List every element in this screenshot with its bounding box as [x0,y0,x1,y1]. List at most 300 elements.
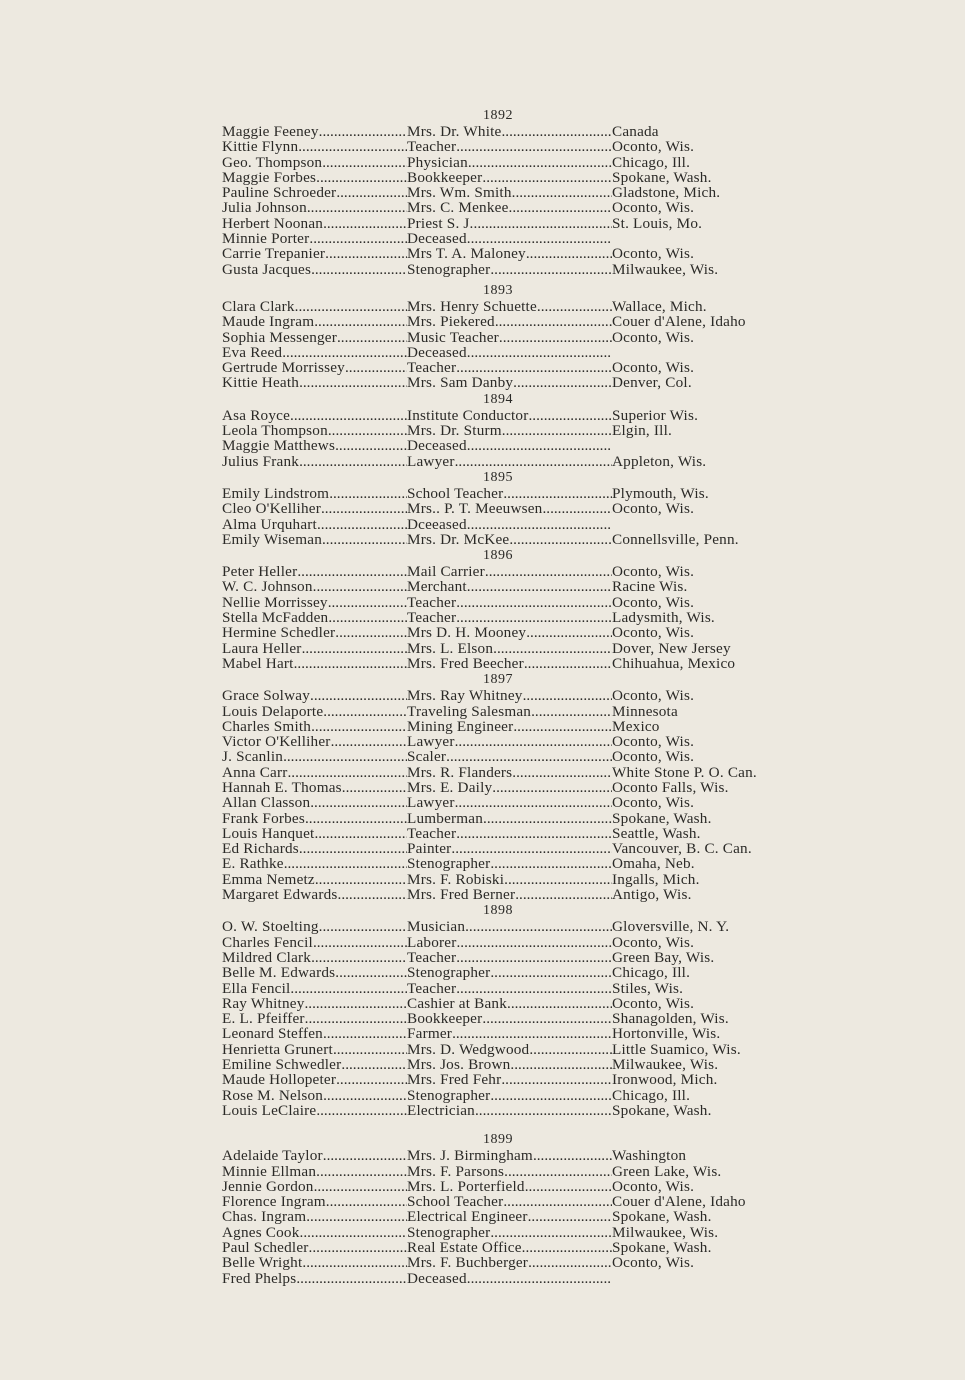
alumni-entry [222,965,962,980]
alumni-occupation: Music Teacher [407,329,499,345]
alumni-occupation: Mrs. Dr. McKee [407,531,510,548]
alumni-occupation: Mrs. Dr. Sturm [407,423,502,439]
alumni-occupation: Lawyer [407,734,455,750]
alumni-entry [222,704,962,719]
alumni-occupation: Stenographer [407,261,491,277]
dot-leader [305,1011,407,1026]
alumni-entry [222,1164,962,1179]
dot-leader [499,330,612,345]
alumni-entry [222,656,962,671]
alumni-location: Oconto, Wis. [612,138,695,156]
dot-leader [316,1164,407,1179]
dot-leader [300,1225,407,1240]
alumni-occupation: Farmer [407,1026,453,1042]
dot-leader [503,486,612,501]
alumni-location: Shanagolden, Wis. [612,1010,729,1028]
dot-leader [456,950,612,965]
alumni-name: Maude Ingram [222,314,315,330]
alumni-name: Eva Reed [222,344,283,361]
alumni-entry [222,330,962,345]
dot-leader [333,1042,407,1057]
alumni-entry [222,1026,962,1041]
alumni-occupation: Stenographer [407,965,491,981]
dot-leader [509,532,612,547]
alumni-occupation: Mrs T. A. Maloney [407,246,526,262]
dot-leader [482,170,612,185]
dot-leader [537,299,612,314]
alumni-occupation: School Teacher [407,485,504,502]
alumni-occupation: Deceased [407,1270,467,1286]
alumni-location: Connellsville, Penn. [612,530,739,548]
alumni-entry [222,486,962,501]
alumni-location: Washington [612,1147,687,1165]
dot-leader [467,517,612,532]
dot-leader [495,314,612,329]
dot-leader [323,1026,407,1041]
alumni-name: Kittie Flynn [222,139,299,155]
dot-leader [294,656,407,671]
dot-leader [455,795,612,810]
alumni-occupation: Mrs. L. Porterfield [407,1178,525,1195]
alumni-entry [222,423,962,438]
alumni-location: Oconto, Wis. [612,624,695,642]
dot-leader [455,734,612,749]
alumni-entry [222,641,962,656]
dot-leader [341,1057,407,1072]
dot-leader [311,262,407,277]
dot-leader [335,965,407,980]
alumni-entry [222,887,962,902]
alumni-occupation: Lumberman [407,810,484,826]
alumni-entry [222,719,962,734]
alumni-entry [222,216,962,231]
dot-leader [282,345,407,360]
alumni-entry [222,950,962,965]
alumni-occupation: Bookkeeper [407,169,483,186]
dot-leader [528,1255,612,1270]
alumni-entry [222,841,962,856]
alumni-entry [222,688,962,703]
dot-leader [467,345,612,360]
dot-leader [485,564,612,579]
dot-leader [295,299,407,314]
alumni-name: Fred Phelps [222,1270,297,1286]
alumni-entry [222,200,962,215]
alumni-location: Oconto, Wis. [612,1177,695,1195]
alumni-occupation: Lawyer [407,795,455,811]
alumni-occupation: Mrs. F. Robiski [407,871,505,888]
dot-leader [328,610,407,625]
alumni-occupation: Mining Engineer [407,718,514,735]
dot-leader [314,826,407,841]
alumni-name: Louis Hanquet [222,825,315,842]
alumni-occupation: Electrical Engineer [407,1209,528,1225]
alumni-location: Oconto, Wis. [612,563,695,581]
alumni-occupation: Priest S. J. [407,215,474,232]
alumni-location: Ladysmith, Wis. [612,609,715,627]
alumni-occupation: Teacher [407,825,457,842]
alumni-occupation: Mrs. Fred Berner [407,887,516,903]
alumni-entry [222,1088,962,1103]
alumni-entry [222,1240,962,1255]
dot-leader [298,139,407,154]
dot-leader [331,734,407,749]
alumni-name: Gusta Jacques [222,261,312,277]
alumni-occupation: Traveling Salesman [407,703,532,719]
alumni-location: Omaha, Neb. [612,855,695,873]
dot-leader [531,704,612,719]
alumni-location: Mexico [612,717,660,735]
dot-leader [542,501,612,516]
class-year-heading: 1898 [483,903,513,919]
alumni-name: Belle M. Edwards [222,965,336,981]
alumni-location: Green Lake, Wis. [612,1162,722,1180]
dot-leader [326,1194,407,1209]
alumni-location: Dover, New Jersey [612,639,731,657]
alumni-entry [222,610,962,625]
alumni-entry [222,780,962,795]
alumni-entry [222,595,962,610]
alumni-name: W. C. Johnson [222,579,313,595]
alumni-name: Minnie Porter [222,231,310,247]
alumni-entry [222,919,962,934]
alumni-occupation: Mrs.. P. T. Meeuwsen [407,501,543,517]
dot-leader [325,246,407,261]
dot-leader [512,185,612,200]
alumni-occupation: Mrs. Henry Schuette [407,298,537,315]
alumni-name: Stella McFadden [222,610,329,626]
class-year-heading: 1894 [483,391,513,407]
alumni-location: Appleton, Wis. [612,452,707,470]
dot-leader [296,1271,407,1286]
alumni-occupation: Physician [407,154,468,170]
alumni-name: Allan Classon [222,795,311,811]
alumni-name: Asa Royce [222,407,291,424]
dot-leader [313,935,407,950]
alumni-occupation: Lawyer [407,453,455,469]
alumni-occupation: Mrs. Wm. Smith [407,185,512,201]
alumni-location: Canada [612,123,659,140]
dot-leader [529,1042,612,1057]
alumni-location: Hortonville, Wis. [612,1025,721,1043]
dot-leader [515,887,612,902]
alumni-occupation: Merchant [407,579,467,595]
alumni-name: Henrietta Grunert [222,1041,333,1058]
alumni-location: Oconto, Wis. [612,687,695,705]
alumni-entry [222,734,962,749]
dot-leader [284,856,407,871]
alumni-name: Maggie Forbes [222,169,317,186]
dot-leader [522,1240,612,1255]
alumni-name: Belle Wright [222,1255,303,1271]
dot-leader [307,200,407,215]
alumni-location: Oconto Falls, Wis. [612,778,729,796]
alumni-entry [222,1225,962,1240]
alumni-occupation: Mrs. Piekered [407,314,495,330]
alumni-entry [222,375,962,390]
dot-leader [467,579,612,594]
alumni-name: Hermine Schedler [222,625,336,641]
dot-leader [504,872,612,887]
class-year-heading: 1899 [483,1132,513,1148]
alumni-name: Ed Richards [222,841,299,857]
alumni-entry [222,564,962,579]
dot-leader [322,155,407,170]
dot-leader [302,1255,407,1270]
alumni-name: Jennie Gordon [222,1178,314,1195]
dot-leader [338,887,407,902]
dot-leader [316,170,407,185]
dot-leader [297,564,407,579]
dot-leader [311,719,407,734]
dot-leader [501,124,612,139]
alumni-occupation: Mrs. D. Wedgwood [407,1041,530,1058]
alumni-entry [222,1011,962,1026]
alumni-occupation: Mail Carrier [407,564,485,580]
dot-leader [526,246,612,261]
dot-leader [323,1088,407,1103]
alumni-location: Spokane, Wash. [612,1239,712,1256]
alumni-occupation: Mrs. E. Daily [407,779,493,796]
alumni-entry [222,981,962,996]
dot-leader [456,139,612,154]
alumni-location: Denver, Col. [612,374,692,392]
dot-leader [287,765,407,780]
alumni-location: Wallace, Mich. [612,297,707,315]
class-section [222,671,962,902]
alumni-location: Oconto, Wis. [612,994,695,1012]
alumni-name: Anna Carr [222,764,288,780]
alumni-name: Alma Urquhart [222,516,317,532]
dot-leader [526,625,612,640]
alumni-location: Oconto, Wis. [612,245,695,263]
dot-leader [456,595,612,610]
alumni-location: Oconto, Wis. [612,593,695,611]
class-section [222,391,962,469]
alumni-location: Antigo, Wis. [612,886,692,904]
alumni-occupation: Institute Conductor [407,407,529,424]
alumni-location: Ironwood, Mich. [612,1071,718,1089]
dot-leader [490,1088,612,1103]
alumni-entry [222,826,962,841]
alumni-name: Geo. Thompson [222,154,323,170]
dot-leader [533,1148,612,1163]
dot-leader [323,216,407,231]
alumni-occupation: Mrs D. H. Mooney [407,625,527,641]
alumni-entry [222,185,962,200]
alumni-name: Clara Clark [222,298,295,315]
alumni-location: Oconto, Wis. [612,199,695,217]
alumni-occupation: Teacher [407,594,457,611]
alumni-location: Gladstone, Mich. [612,184,721,202]
dot-leader [492,780,612,795]
alumni-location: Oconto, Wis. [612,794,695,812]
alumni-location: White Stone P. O. Can. [612,763,757,781]
alumni-location: Oconto, Wis. [612,359,695,377]
dot-leader [503,1194,612,1209]
alumni-occupation: Real Estate Office [407,1240,522,1256]
alumni-occupation: Mrs. Fred Beecher [407,655,524,672]
dot-leader [319,124,407,139]
dot-leader [502,423,612,438]
dot-leader [468,155,612,170]
dot-leader [335,625,407,640]
alumni-location: Plymouth, Wis. [612,484,709,502]
alumni-entry [222,856,962,871]
alumni-entry [222,1148,962,1163]
alumni-location: Ingalls, Mich. [612,870,700,888]
dot-leader [342,780,407,795]
alumni-occupation: Musician [407,919,466,935]
alumni-occupation: Stenographer [407,856,491,872]
alumni-occupation: Deceased [407,344,467,361]
class-section [222,282,962,391]
dot-leader [305,811,407,826]
dot-leader [317,517,407,532]
alumni-entry [222,1072,962,1087]
alumni-name: Frank Forbes [222,810,305,826]
alumni-location: Oconto, Wis. [612,933,695,951]
class-section [222,107,962,277]
dot-leader [523,688,612,703]
alumni-entry [222,1255,962,1270]
alumni-name: O. W. Stoelting [222,919,319,935]
alumni-entry [222,501,962,516]
alumni-entry [222,231,962,246]
alumni-entry [222,438,962,453]
dot-leader [299,454,407,469]
alumni-location: Elgin, Ill. [612,422,672,440]
alumni-name: Nellie Morrissey [222,594,328,611]
alumni-occupation: Mrs. C. Menkee [407,200,509,216]
alumni-entry [222,1271,962,1286]
alumni-entry [222,299,962,314]
alumni-location: Oconto, Wis. [612,1254,695,1272]
alumni-location: Chihuahua, Mexico [612,654,736,672]
alumni-name: Julia Johnson [222,200,307,216]
class-year-heading: 1896 [483,548,513,564]
dot-leader [507,996,612,1011]
alumni-occupation: Mrs. J. Birmingham [407,1148,533,1164]
alumni-occupation: Mrs. Sam Danby [407,375,514,391]
alumni-location: Couer d'Alene, Idaho [612,1193,746,1211]
alumni-name: E. Rathke [222,856,284,872]
dot-leader [299,375,407,390]
class-year-heading: 1892 [483,108,513,123]
dot-leader [512,765,612,780]
dot-leader [321,501,407,516]
dot-leader [456,826,612,841]
alumni-location: Oconto, Wis. [612,733,695,751]
dot-leader [336,1072,407,1087]
alumni-name: Victor O'Kelliher [222,734,331,750]
class-section [222,469,962,547]
alumni-location: Spokane, Wash. [612,168,712,186]
dot-leader [493,641,612,656]
alumni-name: Pauline Schroeder [222,185,337,201]
alumni-entry [222,811,962,826]
alumni-entry [222,765,962,780]
alumni-location: Milwaukee, Wis. [612,1056,719,1074]
alumni-entry [222,155,962,170]
alumni-name: J. Scanlin [222,749,284,765]
dot-leader [490,1225,612,1240]
alumni-location: Oconto, Wis. [612,328,695,346]
dot-leader [336,185,407,200]
class-section [222,1118,962,1286]
alumni-name: Louis Delaporte [222,703,324,719]
alumni-entry [222,935,962,950]
alumni-name: Agnes Cook [222,1224,300,1240]
alumni-name: Charles Smith [222,718,312,735]
alumni-location: Milwaukee, Wis. [612,1223,719,1241]
dot-leader [323,1148,407,1163]
dot-leader [314,1179,407,1194]
alumni-location: Stiles, Wis. [612,979,684,997]
alumni-occupation: Mrs. Dr. White [407,124,502,140]
dot-leader [465,919,612,934]
alumni-entry [222,1057,962,1072]
dot-leader [283,749,407,764]
alumni-occupation: Stenographer [407,1087,491,1103]
alumni-name: Florence Ingram [222,1194,326,1210]
dot-leader [456,981,612,996]
alumni-location: St. Louis, Mo. [612,214,703,232]
alumni-location: Chicago, Ill. [612,1086,691,1104]
dot-leader [314,314,407,329]
dot-leader [310,795,407,810]
alumni-name: Chas. Ingram [222,1209,307,1225]
dot-leader [335,438,407,453]
alumni-occupation: School Teacher [407,1194,504,1210]
alumni-name: Mabel Hart [222,655,294,672]
alumni-name: Paul Schedler [222,1240,309,1256]
alumni-name: Louis LeClaire [222,1102,317,1119]
dot-leader [482,1011,612,1026]
dot-leader [319,919,407,934]
alumni-entry [222,517,962,532]
dot-leader [451,841,612,856]
dot-leader [322,532,407,547]
alumni-occupation: Electrician [407,1102,475,1119]
alumni-location: Little Suamico, Wis. [612,1040,741,1058]
dot-leader [329,486,407,501]
dot-leader [328,595,407,610]
dot-leader [290,981,407,996]
alumni-occupation: Dceeased [407,516,467,532]
alumni-name: Adelaide Taylor [222,1148,323,1164]
alumni-entry [222,170,962,185]
alumni-occupation: Teacher [407,949,457,966]
dot-leader [483,811,612,826]
alumni-occupation: Mrs. F. Parsons [407,1163,505,1179]
alumni-location: Minnesota [612,702,678,720]
alumni-occupation: Mrs. F. Buchberger [407,1255,529,1271]
dot-leader [313,579,407,594]
alumni-entry [222,408,962,423]
alumni-entry [222,360,962,375]
alumni-name: Maggie Feeney [222,124,319,140]
alumni-location: Oconto, Wis. [612,500,695,518]
alumni-name: Julius Frank [222,453,300,469]
alumni-entry [222,246,962,261]
dot-leader [525,1179,612,1194]
dot-leader [455,454,612,469]
alumni-entry [222,532,962,547]
alumni-occupation: Teacher [407,610,457,626]
dot-leader [456,610,612,625]
alumni-entry [222,1194,962,1209]
